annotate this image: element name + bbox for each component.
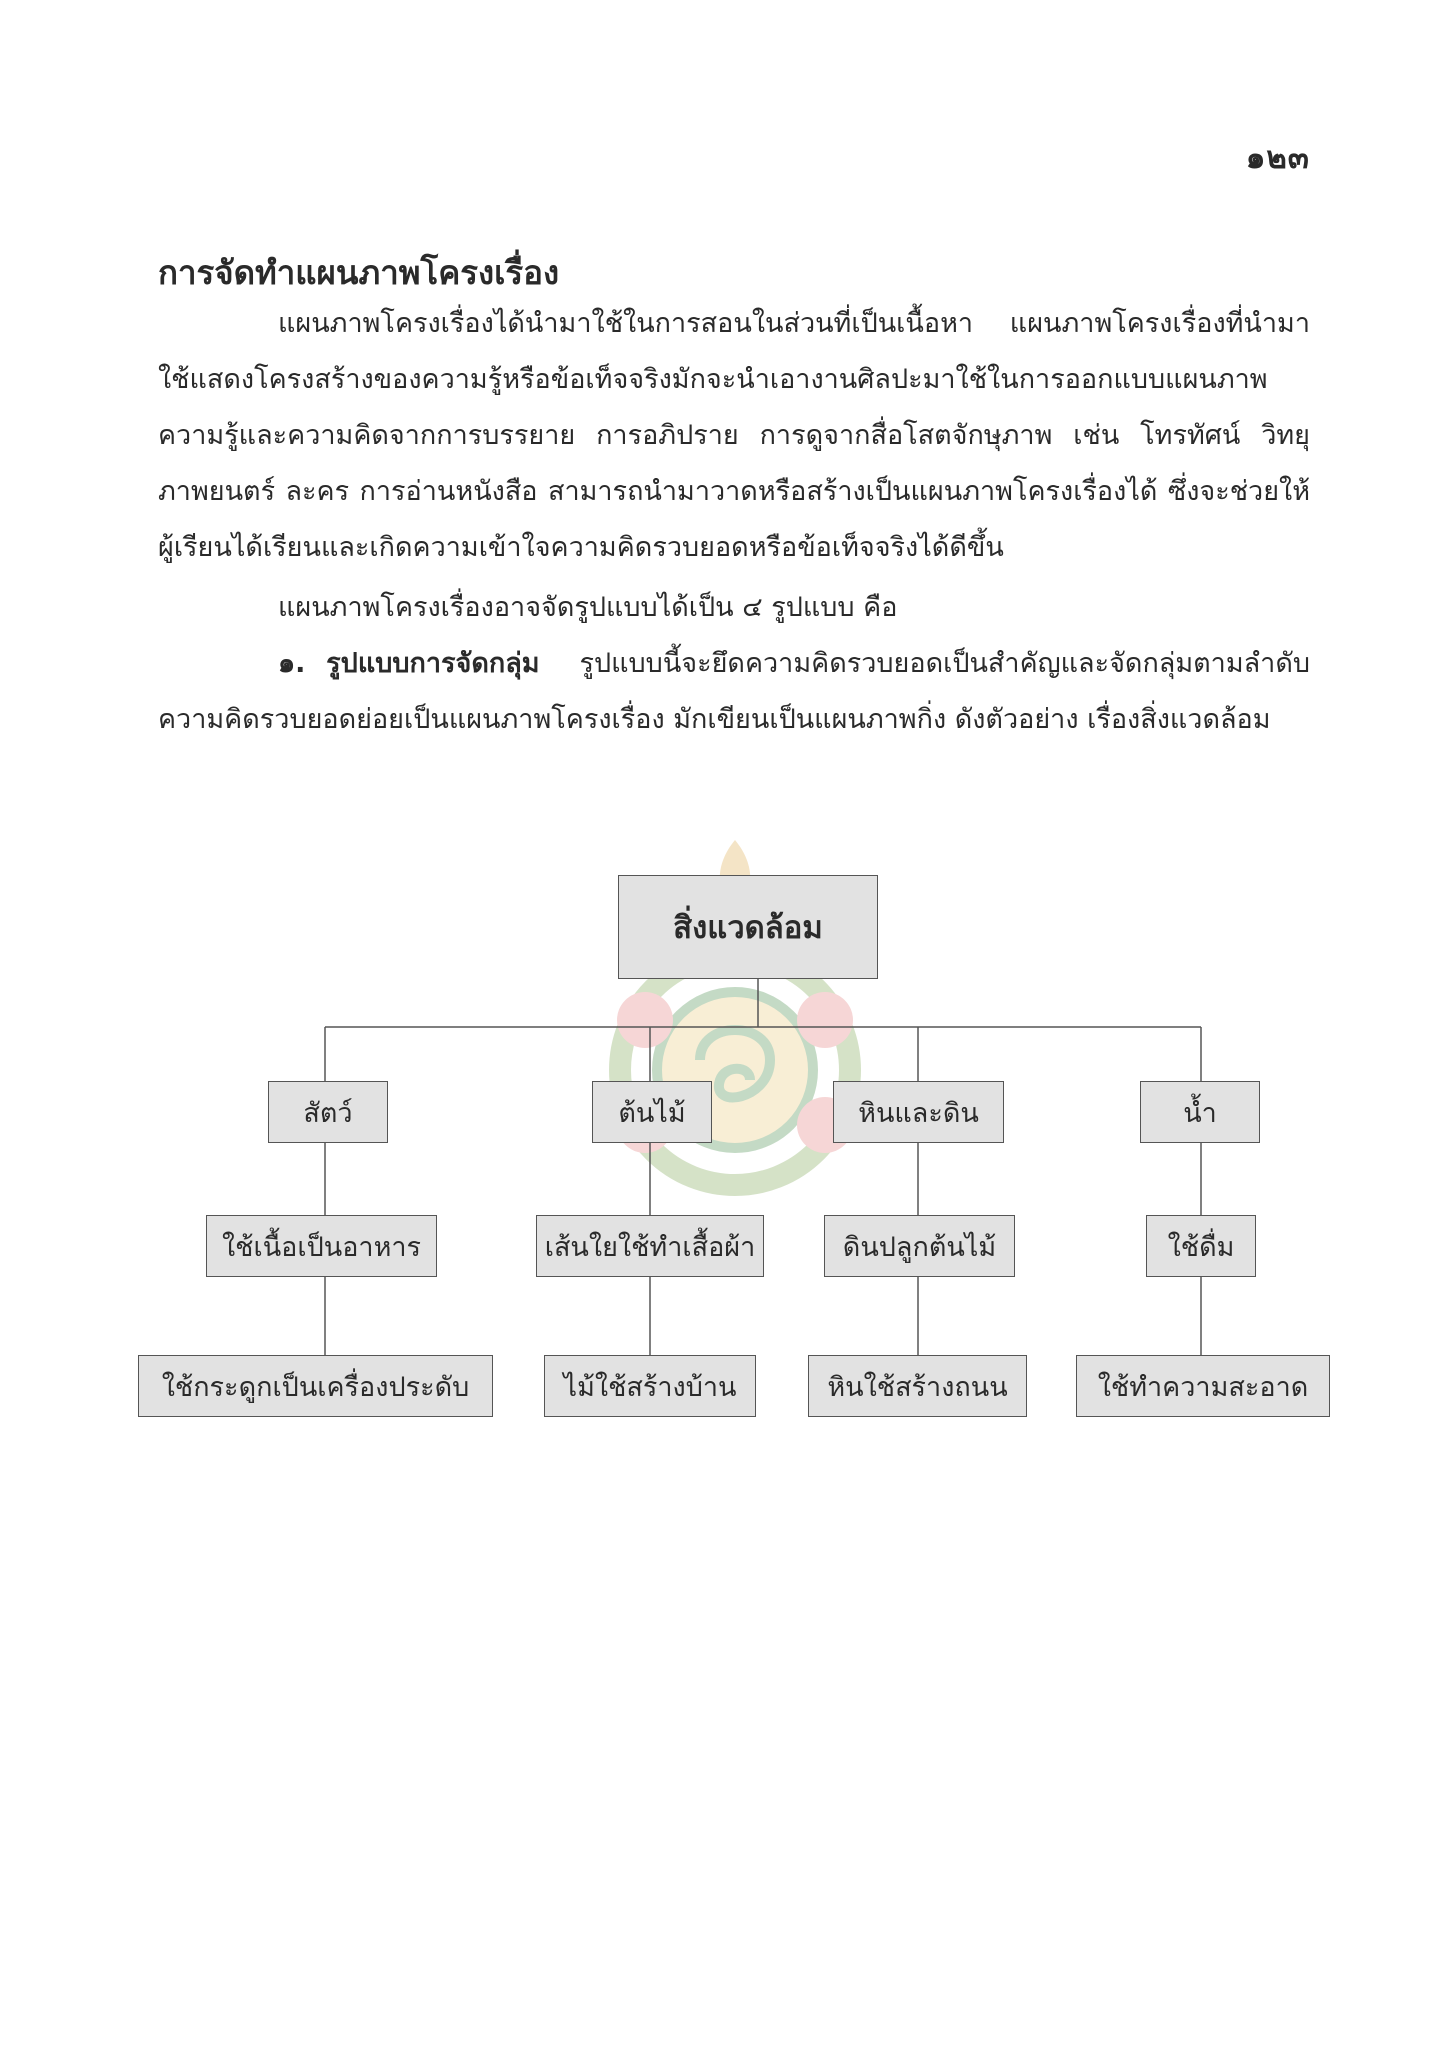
- types-paragraph: แผนภาพโครงเรื่องอาจจัดรูปแบบได้เป็น ๔ รูปแบบ คือ: [278, 592, 898, 623]
- detail-node: ไม้ใช้สร้างบ้าน: [544, 1355, 756, 1417]
- detail-node: ใช้ทำความสะอาด: [1076, 1355, 1330, 1417]
- detail-node: ใช้กระดูกเป็นเครื่องประดับ: [138, 1355, 493, 1417]
- detail-node: ใช้เนื้อเป็นอาหาร: [206, 1215, 437, 1277]
- category-node: หินและดิน: [833, 1081, 1004, 1143]
- detail-node: ดินปลูกต้นไม้: [824, 1215, 1015, 1277]
- detail-node: ใช้ดื่ม: [1146, 1215, 1256, 1277]
- item1-body: รูปแบบนี้จะยึดความคิดรวบยอดเป็นสำคัญและจัดกลุ่มตามลำดับความคิดรวบยอดย่อยเป็นแผนภาพโครงเรื่อง มักเขียนเป็นแผนภาพกิ่ง ดังตัวอย่าง เรื่องสิ่งแวดล้อม: [158, 648, 1311, 735]
- page-number: ๑๒๓: [1245, 140, 1310, 176]
- intro-paragraph: แผนภาพโครงเรื่องได้นำมาใช้ในการสอนในส่วนที่เป็นเนื้อหา แผนภาพโครงเรื่องที่นำมาใช้แสดงโครงสร้างของความรู้หรือข้อเท็จจริงมักจะนำเอางานศิลปะมาใช้ในการออกแบบแผนภาพความรู้และความคิดจากการบรรยาย การอภิปราย การดูจากสื่อโสตจักษุภาพ เช่น โทรทัศน์ วิทยุ ภาพยนตร์ ละคร การอ่านหนังสือ สามารถนำมาวาดหรือสร้างเป็นแผนภาพโครงเรื่องได้ ซึ่งจะช่วยให้ผู้เรียนได้เรียนและเกิดความเข้าใจความคิดรวบยอดหรือข้อเท็จจริงได้ดีขึ้น: [158, 308, 1311, 563]
- detail-node: เส้นใยใช้ทำเสื้อผ้า: [536, 1215, 764, 1277]
- root-node: สิ่งแวดล้อม: [618, 875, 878, 979]
- section-heading: การจัดทำแผนภาพโครงเรื่อง: [158, 253, 560, 292]
- category-node: ต้นไม้: [592, 1081, 712, 1143]
- category-node: สัตว์: [268, 1081, 388, 1143]
- detail-node: หินใช้สร้างถนน: [808, 1355, 1027, 1417]
- item1-lead: ๑. รูปแบบการจัดกลุ่ม: [278, 648, 540, 679]
- category-node: น้ำ: [1140, 1081, 1260, 1143]
